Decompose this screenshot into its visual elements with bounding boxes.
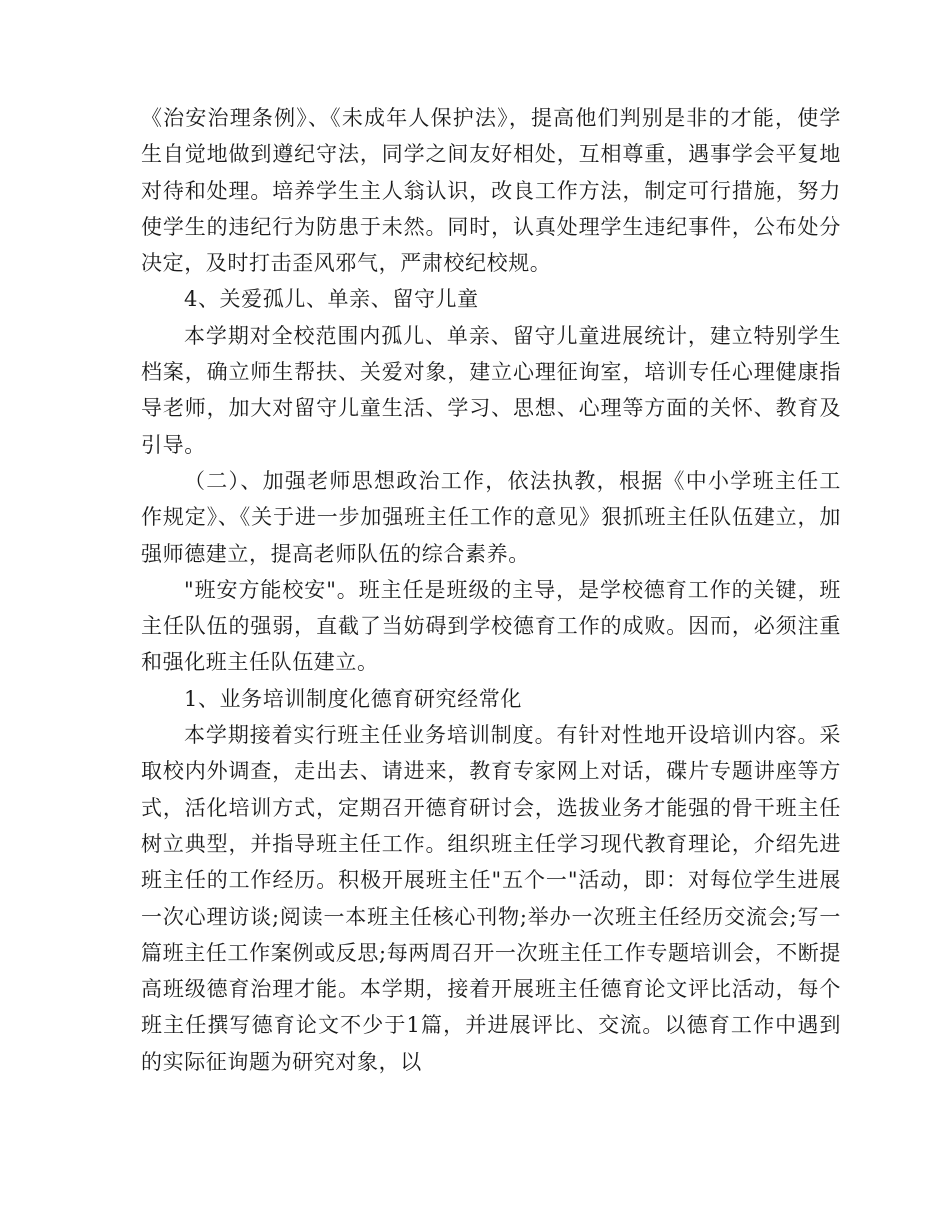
section-heading-teacher-work: （二）、加强老师思想政治工作，依法执教，根据《中小学班主任工作规定》、《关于进一步加强班主任工作的意见》狠抓班主任队伍建立，加强师德建立，提高老师队伍的综合素养。 (141, 468, 841, 566)
document-body (141, 100, 841, 1080)
paragraph-training: 本学期接着实行班主任业务培训制度。有针对性地开设培训内容。采取校内外调查，走出去、请进来，教育专家网上对话，碟片专题讲座等方式，活化培训方式，定期召开德育研讨会，选拔业务才能强的骨干班主任树立典型，并指导班主任工作。组织班主任学习现代教育理论，介绍先进班主任的工作经历。积极开展班主任"五个一"活动，即：对每位学生进展一次心理访谈;阅读一本班主任核心刊物;举办一次班主任经历交流会;写一篇班主任工作案例或反思;每两周召开一次班主任工作专题培训会，不断提高班级德育治理才能。本学期，接着开展班主任德育论文评比活动，每个班主任撰写德育论文不少于1篇，并进展评比、交流。以德育工作中遇到的实际征询题为研究对象，以 (141, 723, 841, 1074)
section-heading-training: 1、业务培训制度化德育研究经常化 (184, 686, 522, 711)
paragraph-law-education: 《治安治理条例》、《未成年人保护法》，提高他们判别是非的才能，使学生自觉地做到遵纪守法，同学之间友好相处，互相尊重，遇事学会平复地对待和处理。培养学生主人翁认识，改良工作方法，制定可行措施，努力使学生的违纪行为防患于未然。同时，认真处理学生违纪事件，公布处分决定，及时打击歪风邪气，严肃校纪校规。 (141, 106, 841, 276)
paragraph-class-teacher: "班安方能校安"。班主任是班级的主导，是学校德育工作的关键，班主任队伍的强弱，直截了当妨碍到学校德育工作的成败。因而，必须注重和强化班主任队伍建立。 (141, 577, 841, 675)
paragraph-care-children: 本学期对全校范围内孤儿、单亲、留守儿童进展统计，建立特别学生档案，确立师生帮扶、关爱对象，建立心理征询室，培训专任心理健康指导老师，加大对留守儿童生活、学习、思想、心理等方面的关怀、教育及引导。 (141, 323, 841, 457)
section-heading-care-children: 4、关爱孤儿、单亲、留守儿童 (184, 287, 479, 312)
